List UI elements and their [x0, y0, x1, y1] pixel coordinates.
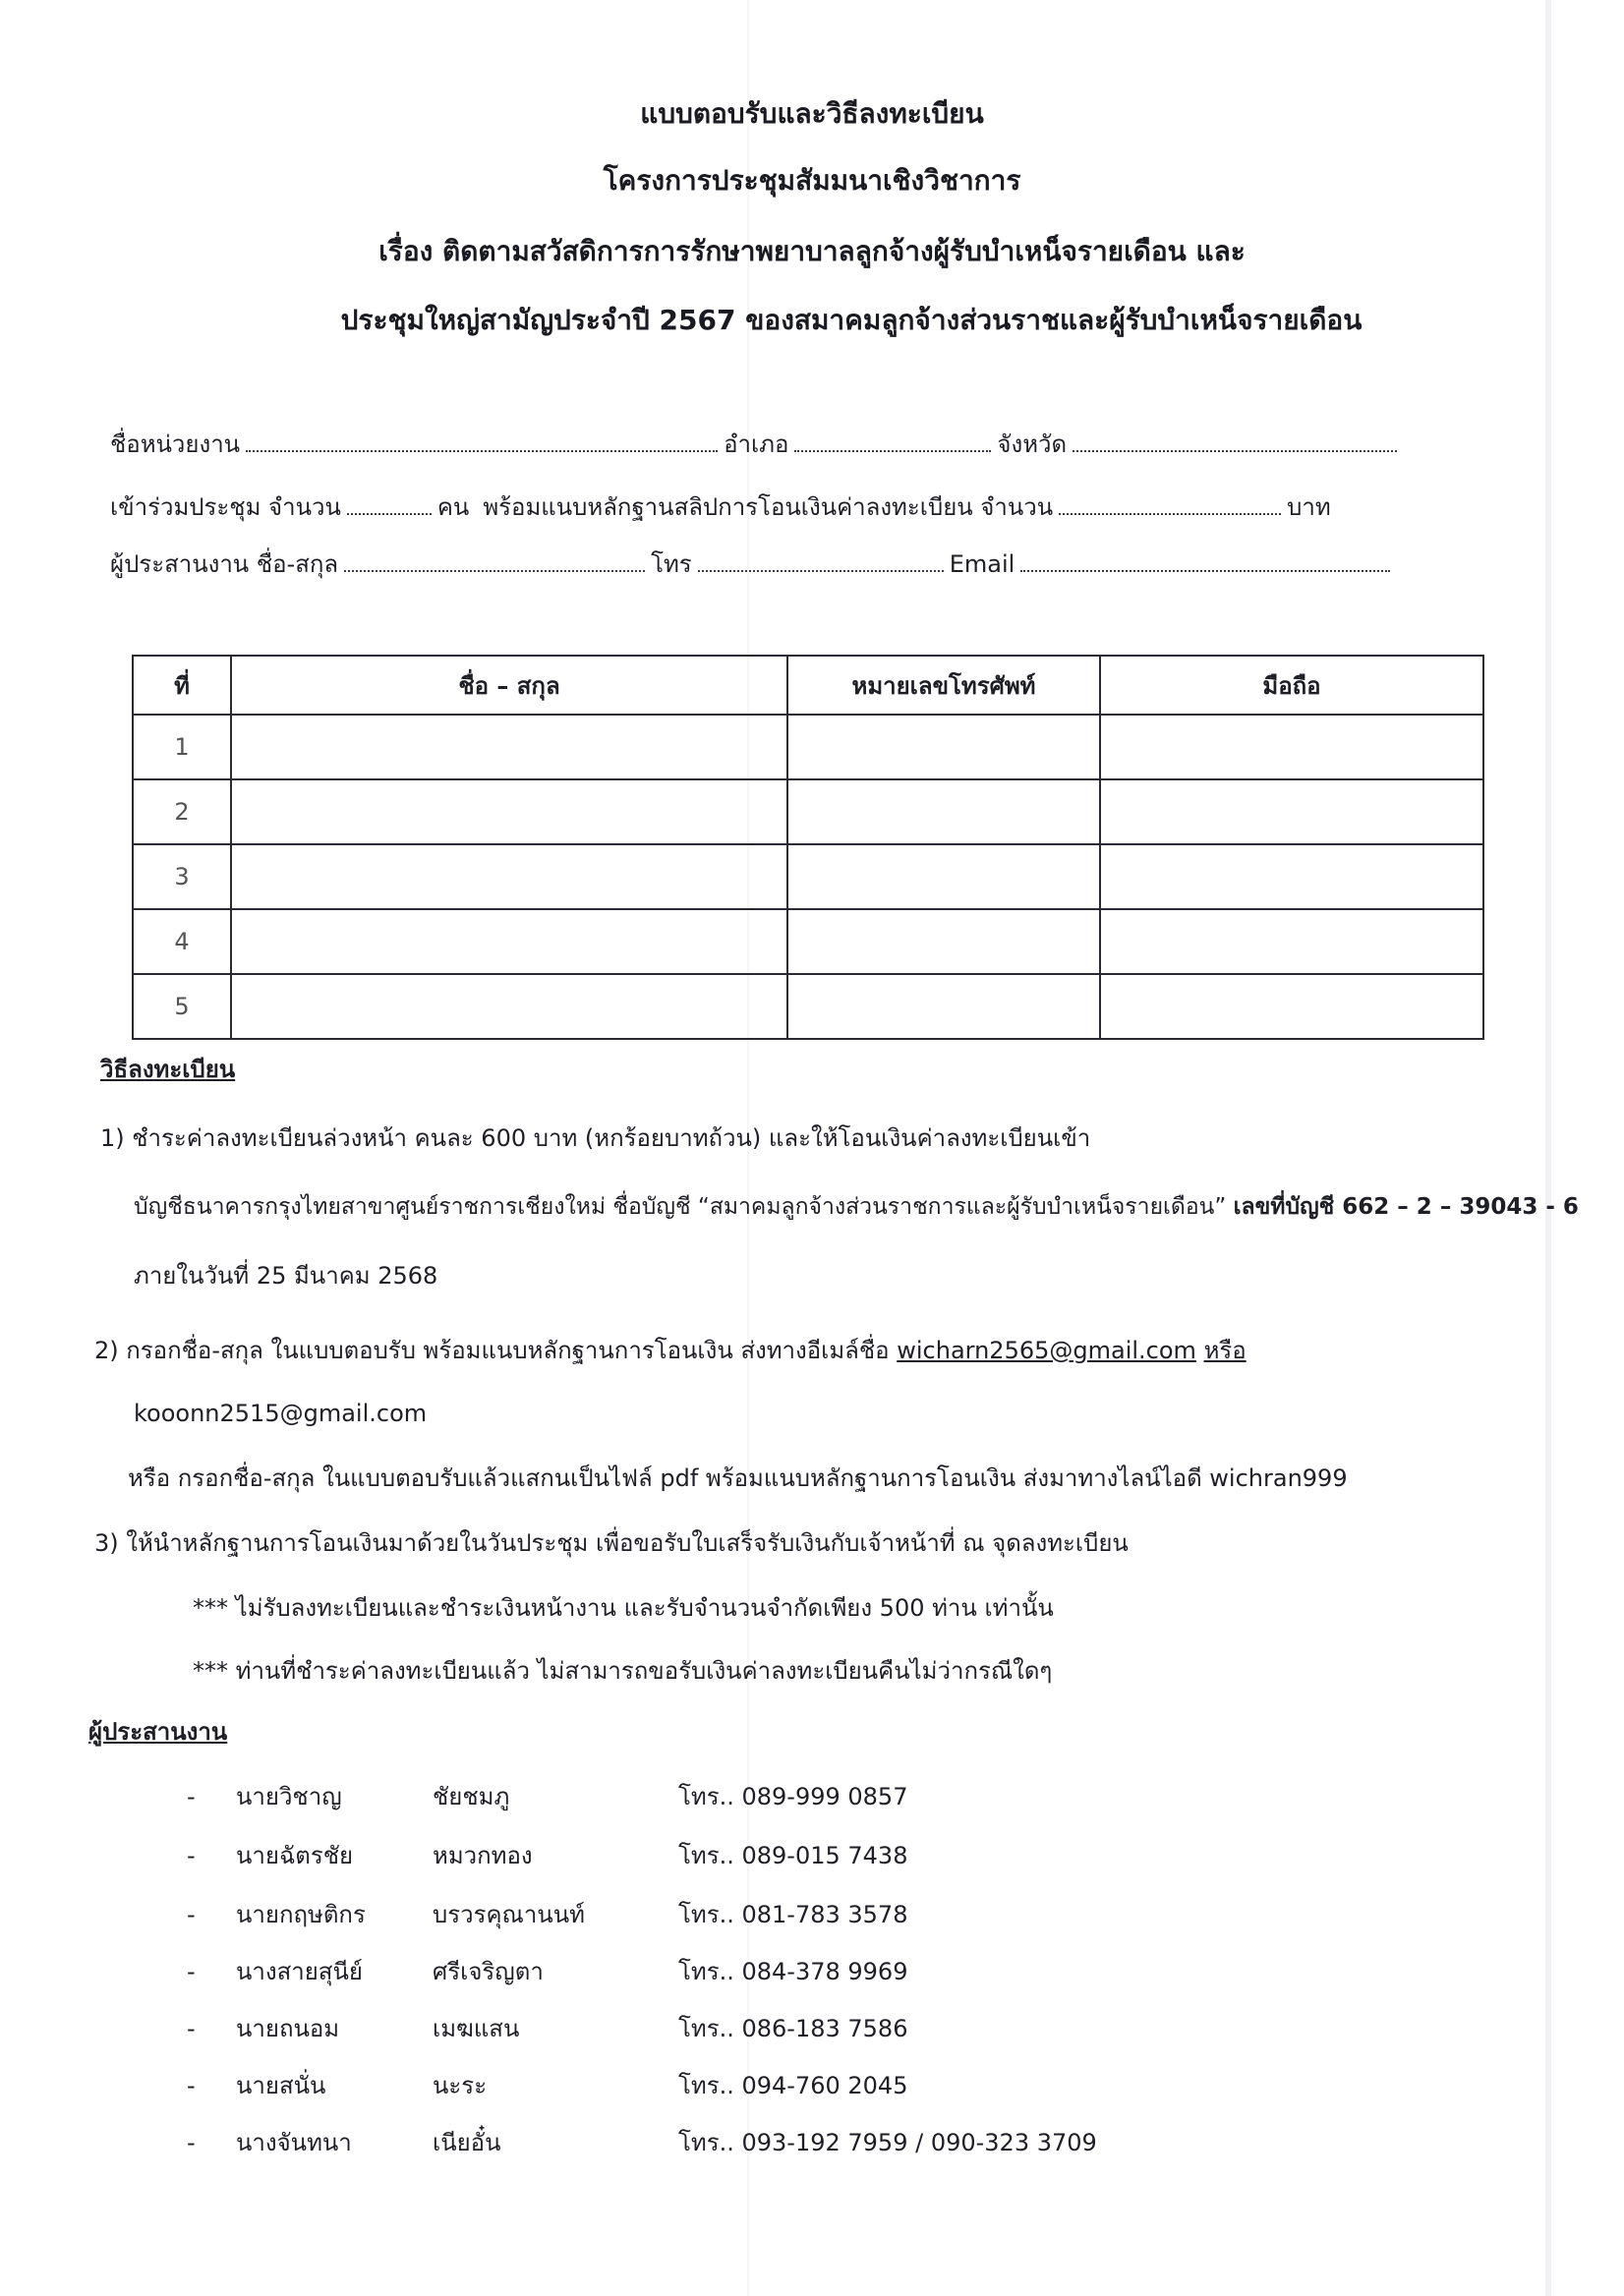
- mobile-cell[interactable]: [1100, 779, 1483, 844]
- method-item-2: [94, 1333, 1247, 1368]
- phone-cell[interactable]: [787, 974, 1100, 1039]
- account-number: เลขที่บัญชี 662 – 2 – 39043 - 6: [1233, 1194, 1579, 1220]
- coordinator-item: [187, 2123, 1268, 2162]
- subject-title: เรื่อง ติดตามสวัสดิการการรักษาพยาบาลลูกจ้างผู้รับบำเหน็จรายเดือน และ: [378, 235, 1246, 267]
- method-item-1: 1) ชำระค่าลงทะเบียนล่วงหน้า คนละ 600 บาท (หกร้อยบาทถ้วน) และให้โอนเงินค่าลงทะเบียนเข้า: [100, 1124, 1091, 1152]
- person-unit: คน: [436, 493, 470, 521]
- project-title: โครงการประชุมสัมมนาเชิงวิชาการ: [603, 164, 1021, 197]
- bullet-dash: -: [187, 2129, 196, 2156]
- coordinator-last-name: นะระ: [433, 2072, 488, 2099]
- table-row: [133, 974, 1483, 1039]
- col-header-name: ชื่อ – สกุล: [231, 656, 787, 715]
- method-item-3: 3) ให้นำหลักฐานการโอนเงินมาด้วยในวันประชุม เพื่อขอรับใบเสร็จรับเงินกับเจ้าหน้าที่ ณ จุดลงทะเบียน: [94, 1529, 1129, 1557]
- coordinator-item: [187, 1952, 1268, 1991]
- coordinator-phone: โทร.. 089-999 0857: [678, 1783, 908, 1810]
- coordinator-first-name: นายกฤษติกร: [236, 1901, 366, 1928]
- coordinator-phone: โทร.. 093-192 7959 / 090-323 3709: [678, 2129, 1097, 2156]
- table-row: [133, 715, 1483, 779]
- attendance-row: [110, 486, 1486, 525]
- coordinator-first-name: นางจันทนา: [236, 2129, 352, 2156]
- phone-field[interactable]: [698, 543, 944, 572]
- method-heading: วิธีลงทะเบียน: [100, 1056, 236, 1083]
- coordinator-last-name: บรวรคุณานนท์: [433, 1901, 585, 1928]
- name-cell[interactable]: [231, 974, 787, 1039]
- attach-label: พร้อมแนบหลักฐานสลิปการโอนเงินค่าลงทะเบียน จำนวน: [483, 493, 1054, 521]
- email-link-2[interactable]: kooonn2515@gmail.com: [134, 1400, 428, 1427]
- coordinator-last-name: ชัยชมภู: [433, 1783, 510, 1810]
- coordinator-row: [110, 543, 1486, 582]
- coordinator-last-name: หมวกทอง: [433, 1842, 533, 1869]
- agency-label: ชื่อหน่วยงาน: [110, 430, 241, 458]
- coordinator-label: ผู้ประสานงาน ชื่อ-สกุล: [110, 550, 339, 578]
- coordinator-first-name: นายวิชาญ: [236, 1783, 342, 1810]
- coordinators-heading: ผู้ประสานงาน: [88, 1718, 228, 1746]
- coordinator-last-name: เนียอั๋น: [433, 2129, 501, 2156]
- phone-cell[interactable]: [787, 909, 1100, 974]
- bullet-dash: -: [187, 2015, 196, 2042]
- coordinator-phone: โทร.. 086-183 7586: [678, 2015, 908, 2042]
- email-field[interactable]: [1020, 543, 1390, 572]
- table-row: [133, 909, 1483, 974]
- scan-edge: [1545, 0, 1551, 2296]
- row-number: 5: [133, 974, 231, 1039]
- coordinator-phone: โทร.. 084-378 9969: [678, 1958, 908, 1985]
- coordinator-last-name: ศรีเจริญตา: [433, 1958, 544, 1985]
- baht-unit: บาท: [1287, 493, 1331, 521]
- phone-label: โทร: [651, 550, 692, 578]
- method-item-1-bank: [134, 1189, 1579, 1225]
- method-item-2-line: หรือ กรอกชื่อ-สกุล ในแบบตอบรับแล้วแสกนเป็นไฟล์ pdf พร้อมแนบหลักฐานการโอนเงิน ส่งมาทางไลน์ไอดี wichran999: [128, 1464, 1348, 1492]
- or-text: หรือ: [1203, 1337, 1247, 1364]
- table-header-row: [133, 656, 1483, 715]
- mobile-cell[interactable]: [1100, 715, 1483, 779]
- row-number: 4: [133, 909, 231, 974]
- agency-field[interactable]: [246, 423, 718, 452]
- coordinator-item: [187, 1836, 1268, 1875]
- attend-label: เข้าร่วมประชุม จำนวน: [110, 493, 341, 521]
- email-label: Email: [949, 550, 1015, 578]
- province-field[interactable]: [1073, 423, 1397, 452]
- note-no-refund: *** ท่านที่ชำระค่าลงทะเบียนแล้ว ไม่สามารถขอรับเงินค่าลงทะเบียนคืนไม่ว่ากรณีใดๆ: [193, 1657, 1053, 1685]
- row-number: 2: [133, 779, 231, 844]
- meeting-title: ประชุมใหญ่สามัญประจำปี 2567 ของสมาคมลูกจ้างส่วนราชและผู้รับบำเหน็จรายเดือน: [340, 304, 1363, 336]
- coordinator-item: [187, 2009, 1268, 2048]
- coordinator-first-name: นายถนอม: [236, 2015, 340, 2042]
- row-number: 3: [133, 844, 231, 909]
- coordinator-phone: โทร.. 094-760 2045: [678, 2072, 908, 2099]
- bank-text: บัญชีธนาคารกรุงไทยสาขาศูนย์ราชการเชียงใหม่ ชื่อบัญชี “สมาคมลูกจ้างส่วนราชการและผู้รับบำเหน็จรายเดือน”: [134, 1194, 1227, 1220]
- province-label: จังหวัด: [997, 430, 1068, 458]
- phone-cell[interactable]: [787, 844, 1100, 909]
- phone-cell[interactable]: [787, 779, 1100, 844]
- attend-count-field[interactable]: [347, 486, 432, 515]
- name-cell[interactable]: [231, 715, 787, 779]
- row-number: 1: [133, 715, 231, 779]
- agency-row: [110, 423, 1486, 462]
- method-item-1-deadline: ภายในวันที่ 25 มีนาคม 2568: [134, 1262, 438, 1290]
- name-cell[interactable]: [231, 779, 787, 844]
- district-field[interactable]: [794, 423, 991, 452]
- coordinator-name-field[interactable]: [344, 543, 645, 572]
- mobile-cell[interactable]: [1100, 974, 1483, 1039]
- name-cell[interactable]: [231, 909, 787, 974]
- coordinator-first-name: นายฉัตรชัย: [236, 1842, 354, 1869]
- table-row: [133, 844, 1483, 909]
- mobile-cell[interactable]: [1100, 909, 1483, 974]
- col-header-phone: หมายเลขโทรศัพท์: [787, 656, 1100, 715]
- district-label: อำเภอ: [724, 430, 789, 458]
- col-header-mobile: มือถือ: [1100, 656, 1483, 715]
- method-item-2-text: 2) กรอกชื่อ-สกุล ในแบบตอบรับ พร้อมแนบหลักฐานการโอนเงิน ส่งทางอีเมล์ชื่อ: [94, 1337, 890, 1364]
- bullet-dash: -: [187, 1842, 196, 1869]
- name-cell[interactable]: [231, 844, 787, 909]
- mobile-cell[interactable]: [1100, 844, 1483, 909]
- bullet-dash: -: [187, 1958, 196, 1985]
- coordinator-item: [187, 1777, 1268, 1816]
- coordinator-first-name: นายสนั่น: [236, 2072, 326, 2099]
- email-link-1[interactable]: wicharn2565@gmail.com: [897, 1337, 1196, 1364]
- table-row: [133, 779, 1483, 844]
- coordinator-last-name: เมฆแสน: [433, 2015, 520, 2042]
- form-title: แบบตอบรับและวิธีลงทะเบียน: [640, 97, 984, 130]
- coordinator-phone: โทร.. 089-015 7438: [678, 1842, 908, 1869]
- coordinator-phone: โทร.. 081-783 3578: [678, 1901, 908, 1928]
- bullet-dash: -: [187, 1901, 196, 1928]
- coordinator-first-name: นางสายสุนีย์: [236, 1958, 363, 1985]
- bullet-dash: -: [187, 2072, 196, 2099]
- attendee-table: [132, 655, 1484, 1040]
- bullet-dash: -: [187, 1783, 196, 1810]
- note-no-onsite: *** ไม่รับลงทะเบียนและชำระเงินหน้างาน และรับจำนวนจำกัดเพียง 500 ท่าน เท่านั้น: [193, 1594, 1054, 1622]
- col-header-no: ที่: [133, 656, 231, 715]
- coordinator-item: [187, 2066, 1268, 2105]
- phone-cell[interactable]: [787, 715, 1100, 779]
- coordinator-item: [187, 1895, 1268, 1934]
- amount-field[interactable]: [1059, 486, 1281, 515]
